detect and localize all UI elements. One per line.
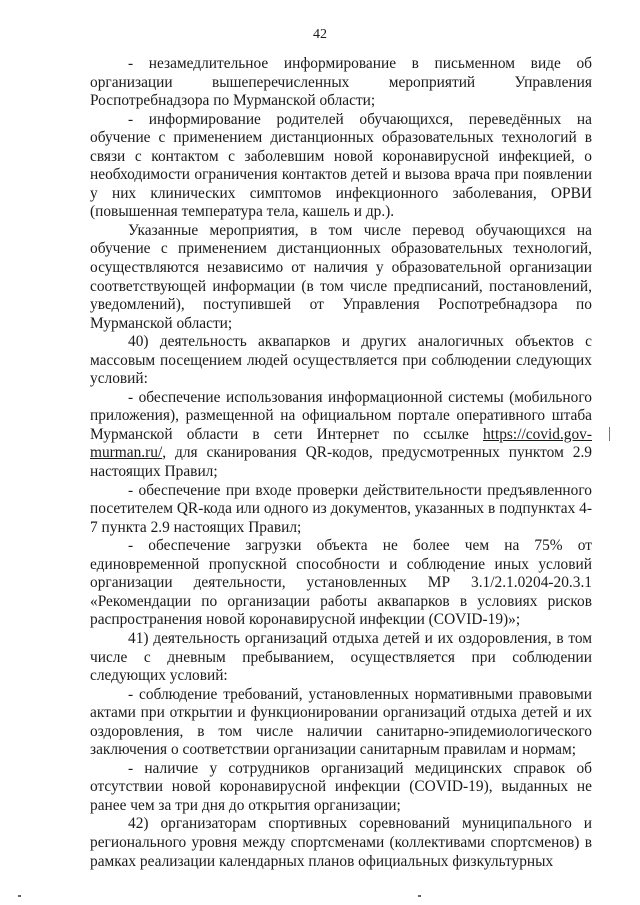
paragraph-requirements: - соблюдение требований, установленных нормативными правовыми актами при открытии и функционировании организаций отдыха детей и их оздоровления, в том числе наличии санитарно-эпидемиологического заключения о соответствии организации санитарным правилам и нормам; xyxy=(90,685,592,759)
paragraph-item-42: 42) организаторам спортивных соревнований муниципального и регионального уровня между спортсменами (коллективами спортсменов) в рамках реализации календарных планов официальных физкультурных xyxy=(90,815,592,870)
scan-corner-mark-right xyxy=(418,895,421,897)
covid-portal-link[interactable]: https://covid.gov-murman.ru/ xyxy=(90,425,592,462)
paragraph-item-41: 41) деятельность организаций отдыха детей и их оздоровления, в том числе с дневным пребыванием, осуществляется при соблюдении следующих условий: xyxy=(90,629,592,685)
scan-edge-mark xyxy=(609,427,610,441)
page-number: 42 xyxy=(313,27,327,42)
paragraph-notification: - незамедлительное информирование в письменном виде об организации вышеперечисленных мероприятий Управления Роспотребнадзора по Мурманской области; xyxy=(90,55,592,110)
document-body xyxy=(90,55,592,871)
scan-corner-mark-left xyxy=(18,895,21,897)
info-system-text-start: - обеспечение использования информационной системы (мобильного приложения), размещенной на официальном портале оперативного штаба Мурманской области в сети Интернет по ссылке xyxy=(90,388,592,443)
paragraph-medical-certificates: - наличие у сотрудников организаций медицинских справок об отсутствии новой коронавирусной инфекции (COVID-19), выданных не ранее чем за три дня до открытия организации; xyxy=(90,759,592,814)
paragraph-inform-parents: - информирование родителей обучающихся, переведённых на обучение с применением дистанционных образовательных технологий в связи с контактом с заболевшим новой коронавирусной инфекцией, о необходимости ограничения контактов детей и вызова врача при появлении у них клинических симптомов инфекционного заболевания, ОРВИ (повышенная температура тела, кашель и др.). xyxy=(90,110,592,221)
info-system-text-end: , для сканирования QR-кодов, предусмотренных пунктом 2.9 настоящих Правил; xyxy=(90,444,592,481)
paragraph-item-40: 40) деятельность аквапарков и других аналогичных объектов с массовым посещением людей осуществляется при соблюдении следующих условий: xyxy=(90,333,592,388)
paragraph-qr-check: - обеспечение при входе проверки действительности предъявленного посетителем QR-кода или одного из документов, указанных в подпунктах 4-7 пункта 2.9 настоящих Правил; xyxy=(90,481,592,536)
paragraph-capacity-limit: - обеспечение загрузки объекта не более чем на 75% от единовременной пропускной способности и соблюдение иных условий организации деятельности, установленных МР 3.1/2.1.0204-20.3.1 «Рекомендации по организации работы аквапарков в условиях рисков распространения новой коронавирусной инфекции (COVID-19)»; xyxy=(90,537,592,629)
paragraph-info-system xyxy=(90,389,592,482)
paragraph-measures-note: Указанные мероприятия, в том числе перевод обучающихся на обучение с применением дистанционных образовательных технологий, осуществляются независимо от наличия у образовательной организации соответствующей информации (в том числе предписаний, постановлений, уведомлений), поступившей от Управления Роспотребнадзора по Мурманской области; xyxy=(90,221,592,332)
